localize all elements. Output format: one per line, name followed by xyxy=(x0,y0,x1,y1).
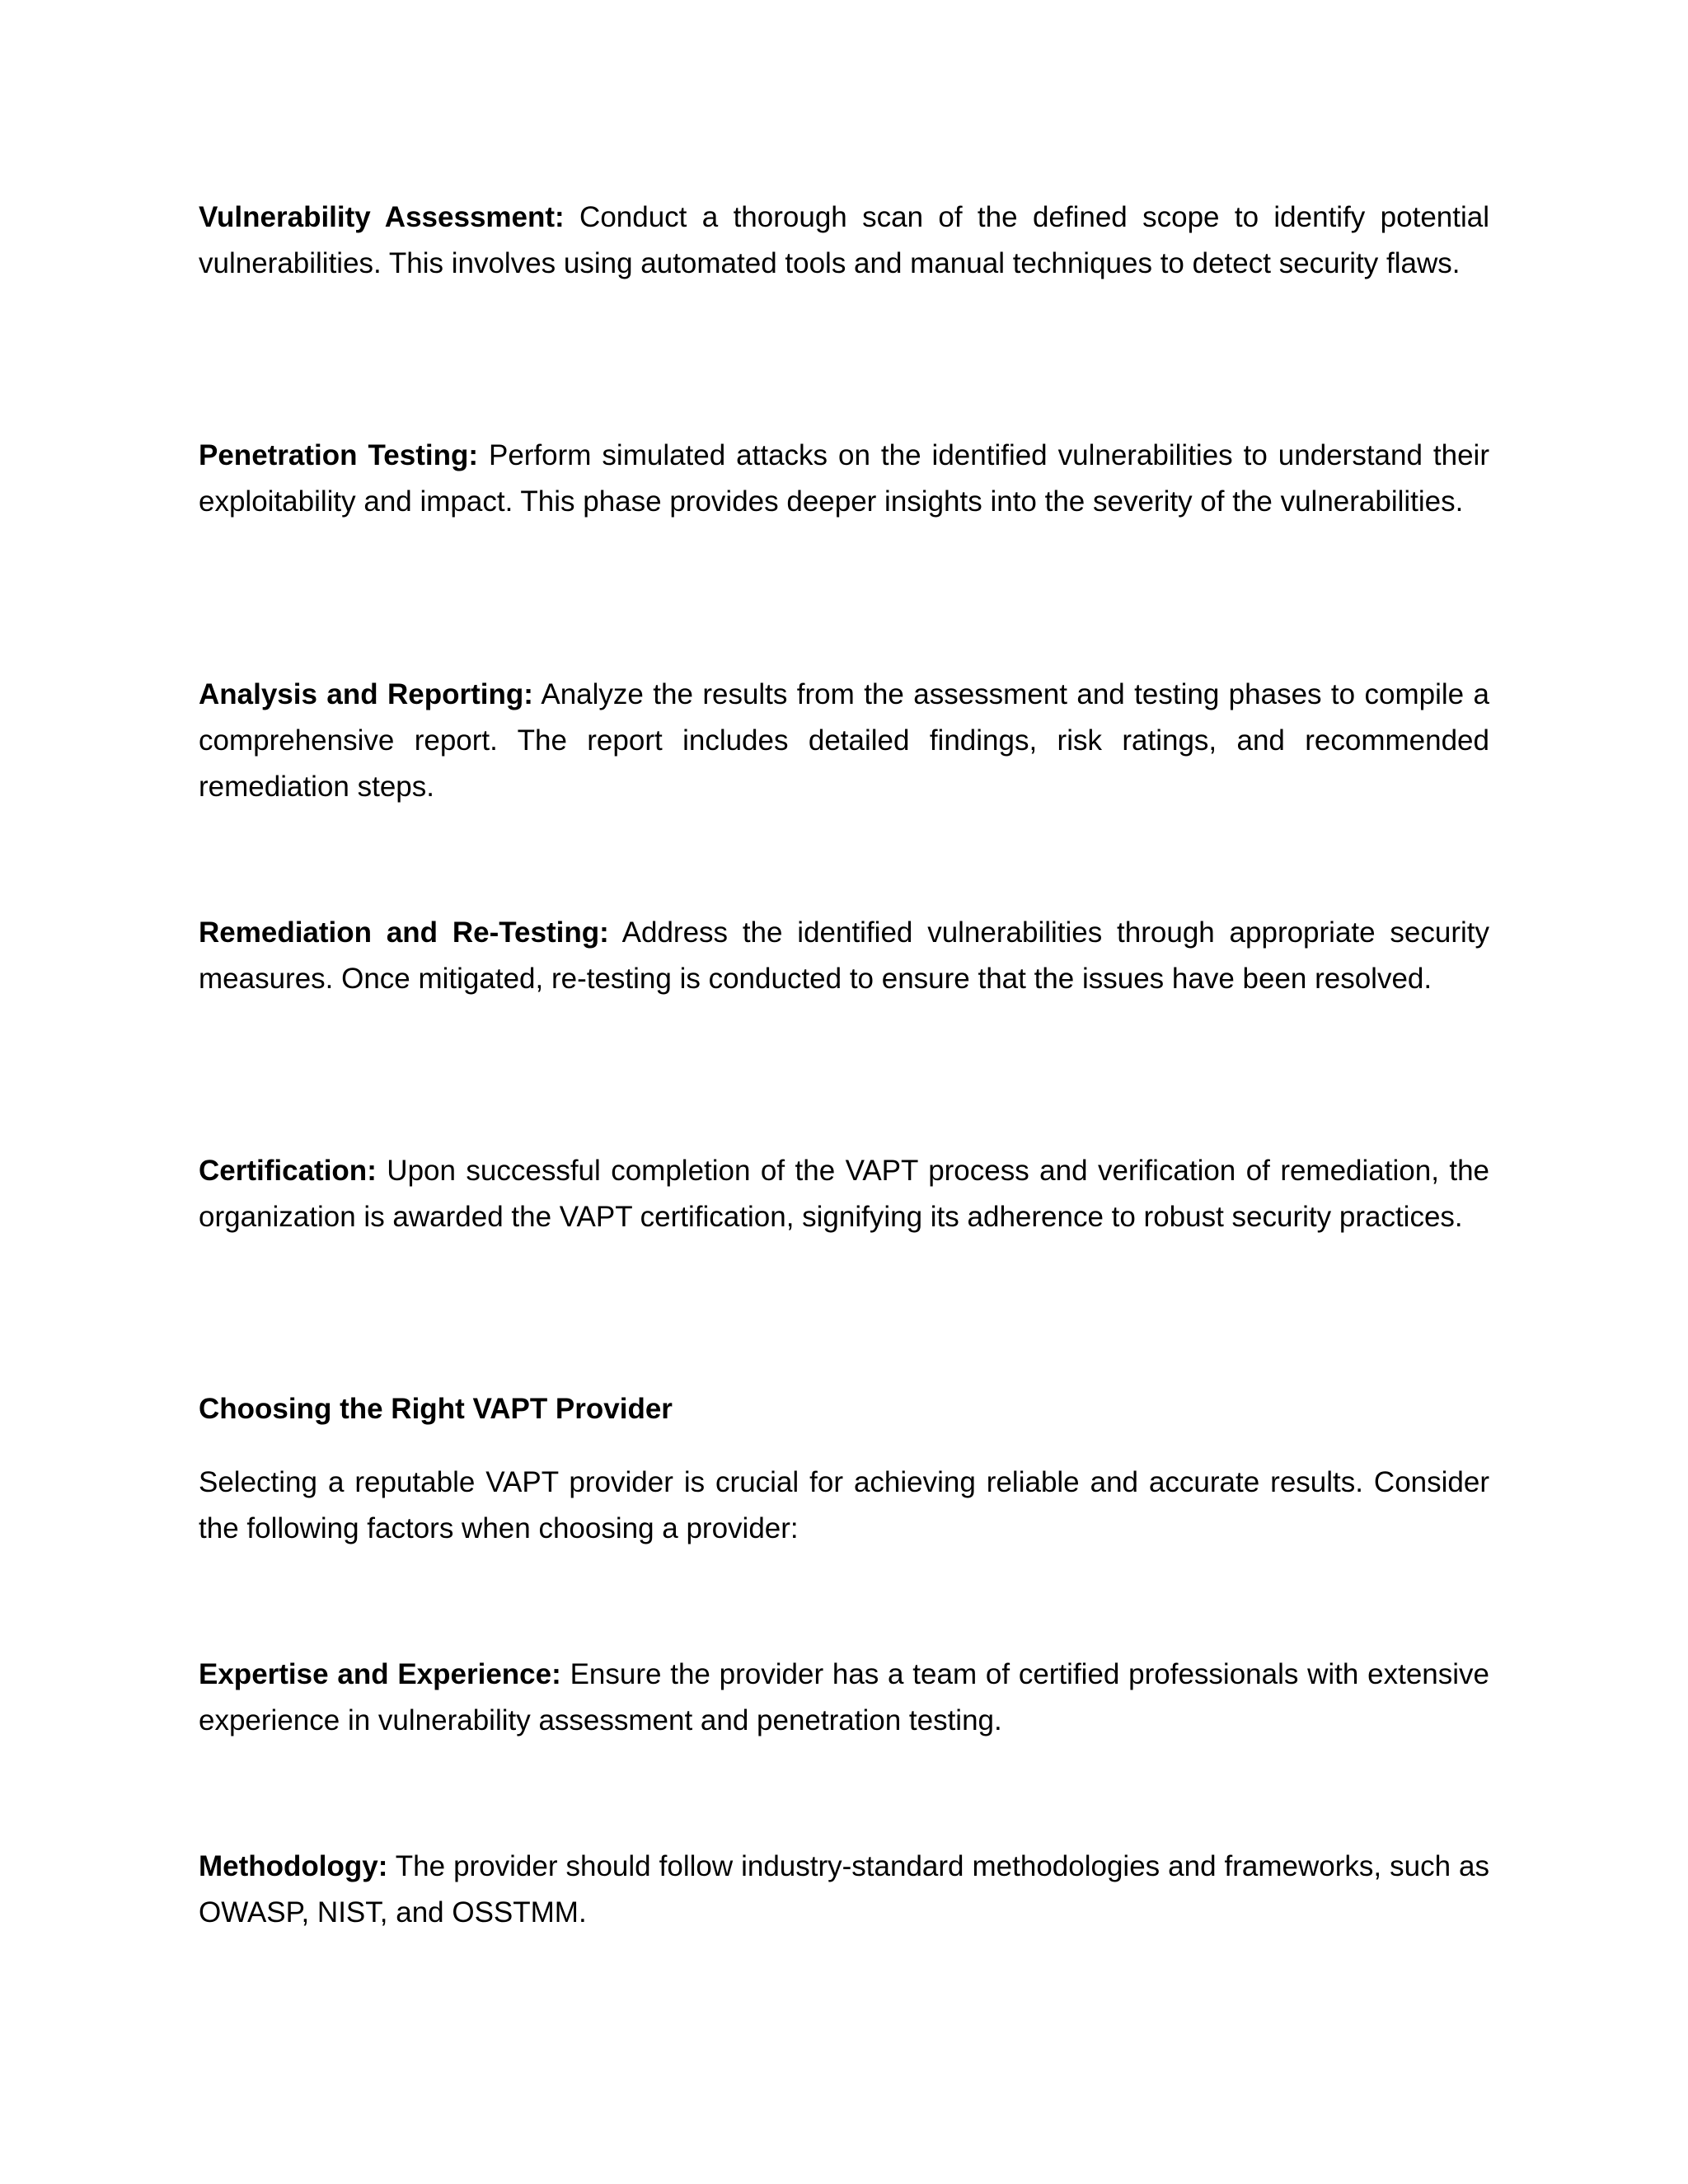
paragraph-vulnerability-assessment xyxy=(199,194,1489,287)
text-expertise-and-experience: Ensure the provider has a team of certified professionals with extensive experience in vulnerability assessment and penetration testing. xyxy=(199,1658,1489,1736)
text-analysis-and-reporting: Analyze the results from the assessment and testing phases to compile a comprehensive report. The report includes detailed findings, risk ratings, and recommended remediation steps. xyxy=(199,678,1489,803)
paragraph-methodology xyxy=(199,1844,1489,1936)
text-penetration-testing: Perform simulated attacks on the identified vulnerabilities to understand their exploitability and impact. This phase provides deeper insights into the severity of the vulnerabilities. xyxy=(199,439,1489,518)
text-vulnerability-assessment: Conduct a thorough scan of the defined scope to identify potential vulnerabilities. This involves using automated tools and manual techniques to detect security flaws. xyxy=(199,201,1489,279)
term-certification: Certification: xyxy=(199,1155,377,1187)
term-analysis-and-reporting: Analysis and Reporting: xyxy=(199,678,533,710)
term-penetration-testing: Penetration Testing: xyxy=(199,439,479,471)
paragraph-remediation-and-retesting xyxy=(199,910,1489,1002)
term-methodology: Methodology: xyxy=(199,1850,388,1882)
term-remediation-and-retesting: Remediation and Re-Testing: xyxy=(199,916,609,949)
paragraph-certification xyxy=(199,1148,1489,1240)
paragraph-expertise-and-experience xyxy=(199,1652,1489,1744)
section-heading: Choosing the Right VAPT Provider xyxy=(199,1393,673,1425)
term-expertise-and-experience: Expertise and Experience: xyxy=(199,1658,561,1690)
paragraph-penetration-testing xyxy=(199,433,1489,525)
term-vulnerability-assessment: Vulnerability Assessment: xyxy=(199,201,565,233)
text-remediation-and-retesting: Address the identified vulnerabilities through appropriate security measures. Once mitigated, re-testing is conducted to ensure that the issues have been resolved. xyxy=(199,916,1489,995)
paragraph-provider-intro: Selecting a reputable VAPT provider is crucial for achieving reliable and accurate results. Consider the following factors when choosing a provider: xyxy=(199,1466,1489,1544)
text-certification: Upon successful completion of the VAPT process and verification of remediation, the organization is awarded the VAPT certification, signifying its adherence to robust security practices. xyxy=(199,1155,1489,1233)
paragraph-analysis-and-reporting xyxy=(199,672,1489,810)
text-methodology: The provider should follow industry-standard methodologies and frameworks, such as OWASP, NIST, and OSSTMM. xyxy=(199,1850,1489,1929)
